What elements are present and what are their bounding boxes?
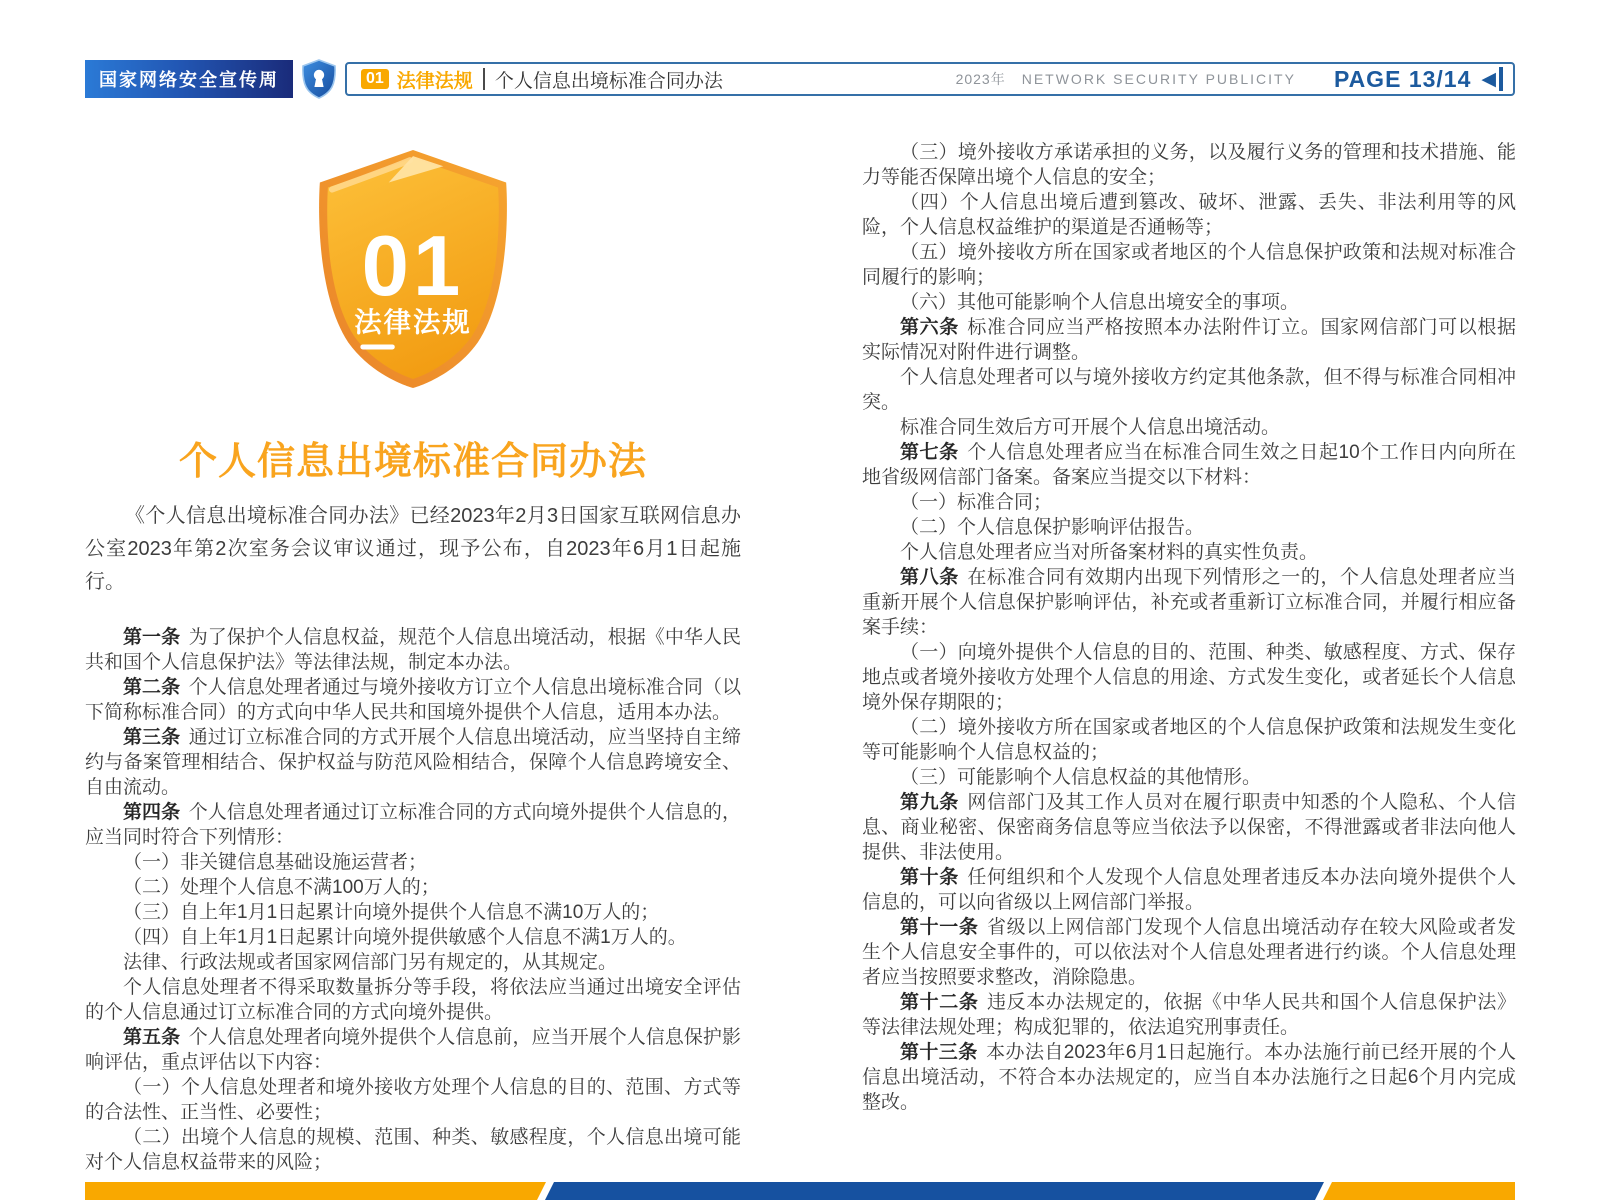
paragraph: [862, 715, 1516, 765]
right-column: [862, 140, 1516, 1115]
paragraph: [862, 365, 1516, 415]
header-subtitle-en: NETWORK SECURITY PUBLICITY: [1021, 71, 1296, 87]
page-label: PAGE: [1333, 65, 1402, 92]
paragraph: [862, 565, 1516, 640]
paragraph: [862, 790, 1516, 865]
paragraph-text: 个人信息处理者应当对所备案材料的真实性负责。: [900, 542, 1319, 563]
paragraph-text: 个人信息处理者通过与境外接收方订立个人信息出境标准合同（以下简称标准合同）的方式向中华人民共和国境外提供个人信息，适用本办法。: [85, 677, 741, 723]
paragraph: [85, 1025, 741, 1075]
paragraph-text: 违反本办法规定的，依据《中华人民共和国个人信息保护法》等法律法规处理；构成犯罪的，依法追究刑事责任。: [862, 992, 1516, 1038]
header-doc-title: 个人信息出境标准合同办法: [494, 70, 723, 92]
article-title: 个人信息出境标准合同办法: [178, 441, 647, 483]
paragraph: [862, 290, 1516, 315]
paragraph: [85, 850, 741, 875]
header-year: 2023年: [955, 71, 1006, 87]
paragraph-text: （一）向境外提供个人信息的目的、范围、种类、敏感程度、方式、保存地点或者境外接收方处理个人信息的用途、方式发生变化，或者延长个人信息境外保存期限的；: [862, 642, 1516, 713]
paragraph: [862, 240, 1516, 290]
paragraph-text: 标准合同生效后方可开展个人信息出境活动。: [900, 417, 1281, 438]
paragraph-text: （一）非关键信息基础设施运营者；: [123, 852, 428, 873]
section-seal-shield: [311, 147, 515, 390]
paragraph-text: （二）个人信息保护影响评估报告。: [900, 517, 1205, 538]
paragraph-text: 本办法自2023年6月1日起施行。本办法施行前已经开展的个人信息出境活动，不符合本办法规定的，应当自本办法施行之日起6个月内完成整改。: [862, 1042, 1516, 1113]
paragraph: [862, 640, 1516, 715]
paragraph: [85, 625, 741, 675]
footer-stripes: [85, 1182, 1515, 1200]
paragraph: [85, 950, 741, 975]
article-number: 第九条: [900, 792, 959, 813]
seal-dash: [360, 344, 394, 349]
paragraph-text: 省级以上网信部门发现个人信息出境活动存在较大风险或者发生个人信息安全事件的，可以依法对个人信息处理者进行约谈。个人信息处理者应当按照要求整改，消除隐患。: [862, 917, 1516, 988]
paragraph: [85, 725, 741, 800]
paragraph: [85, 900, 741, 925]
paragraph-text: （四）个人信息出境后遭到篡改、破坏、泄露、丢失、非法利用等的风险，个人信息权益维护的渠道是否通畅等；: [862, 192, 1516, 238]
paragraph-text: 在标准合同有效期内出现下列情形之一的，个人信息处理者应当重新开展个人信息保护影响评估，补充或者重新订立标准合同，并履行相应备案手续：: [862, 567, 1516, 638]
article-number: 第十二条: [900, 992, 979, 1013]
paragraph: [862, 540, 1516, 565]
article-intro: 《个人信息出境标准合同办法》已经2023年2月3日国家互联网信息办公室2023年第2次室务会议审议通过，现予公布，自2023年6月1日起施行。: [85, 505, 741, 593]
paragraph-text: 个人信息处理者通过订立标准合同的方式向境外提供个人信息的，应当同时符合下列情形：: [85, 802, 741, 848]
paragraph: [85, 800, 741, 850]
paragraph-text: 网信部门及其工作人员对在履行职责中知悉的个人隐私、个人信息、商业秘密、保密商务信息等应当依法予以保密，不得泄露或者非法向他人提供、非法使用。: [862, 792, 1516, 863]
section-number-badge: 01: [361, 69, 389, 89]
seal-label: 法律法规: [354, 306, 472, 338]
article-number: 第六条: [900, 317, 959, 338]
paragraph-text: （二）处理个人信息不满100万人的；: [123, 877, 440, 898]
page-indicator: [1334, 66, 1471, 93]
article-number: 第五条: [123, 1027, 181, 1048]
paragraph-text: （六）其他可能影响个人信息出境安全的事项。: [900, 292, 1300, 313]
section-label: 法律法规: [396, 70, 473, 92]
article-number: 第十条: [900, 867, 959, 888]
paragraph-text: （一）标准合同；: [900, 492, 1053, 513]
paragraph-text: 标准合同应当严格按照本办法附件订立。国家网信部门可以根据实际情况对附件进行调整。: [862, 317, 1516, 363]
paragraph-text: （五）境外接收方所在国家或者地区的个人信息保护政策和法规对标准合同履行的影响；: [862, 242, 1516, 288]
prev-page-triangle-icon: ◀: [1481, 68, 1496, 90]
paragraph-text: 个人信息处理者可以与境外接收方约定其他条款，但不得与标准合同相冲突。: [862, 367, 1516, 413]
paragraph-text: 个人信息处理者向境外提供个人信息前，应当开展个人信息保护影响评估，重点评估以下内容：: [85, 1027, 741, 1073]
article-number: 第十三条: [900, 1042, 978, 1063]
paragraph: [862, 515, 1516, 540]
paragraph: [862, 315, 1516, 365]
article-number: 第八条: [900, 567, 959, 588]
article-number: 第三条: [123, 727, 181, 748]
article-number: 第十一条: [900, 917, 979, 938]
paragraph: [862, 440, 1516, 490]
paragraph-text: 为了保护个人信息权益，规范个人信息出境活动，根据《中华人民共和国个人信息保护法》等法律法规，制定本办法。: [85, 627, 741, 673]
paragraph: [862, 1040, 1516, 1115]
page-number: 13/14: [1408, 65, 1472, 92]
paragraph-text: 个人信息处理者不得采取数量拆分等手段，将依法应当通过出境安全评估的个人信息通过订立标准合同的方式向境外提供。: [85, 977, 741, 1023]
left-column: [85, 0, 741, 1175]
paragraph: [85, 875, 741, 900]
paragraph: [862, 915, 1516, 990]
paragraph-text: （二）境外接收方所在国家或者地区的个人信息保护政策和法规发生变化等可能影响个人信息权益的；: [862, 717, 1516, 763]
article-number: 第四条: [123, 802, 181, 823]
paragraph-text: （二）出境个人信息的规模、范围、种类、敏感程度，个人信息出境可能对个人信息权益带来的风险；: [85, 1127, 741, 1173]
paragraph: [862, 190, 1516, 240]
paragraph-text: （三）可能影响个人信息权益的其他情形。: [900, 767, 1262, 788]
paragraph-text: 任何组织和个人发现个人信息处理者违反本办法向境外提供个人信息的，可以向省级以上网信部门举报。: [862, 867, 1516, 913]
paragraph: [862, 990, 1516, 1040]
paragraph: [85, 1075, 741, 1125]
brand-banner: 国家网络安全宣传周: [85, 60, 293, 98]
paragraph: [862, 415, 1516, 440]
seal-number: 01: [361, 218, 465, 314]
paragraph: [85, 1125, 741, 1175]
paragraph: [862, 765, 1516, 790]
right-paragraphs: [862, 140, 1516, 1115]
paragraph-text: 法律、行政法规或者国家网信部门另有规定的，从其规定。: [123, 952, 618, 973]
article-number: 第一条: [123, 627, 181, 648]
article-number: 第二条: [123, 677, 181, 698]
paragraph: [862, 140, 1516, 190]
nav-end-bar: [1499, 67, 1503, 91]
paragraph: [862, 490, 1516, 515]
paragraph-text: （三）境外接收方承诺承担的义务，以及履行义务的管理和技术措施、能力等能否保障出境个人信息的安全；: [862, 142, 1516, 188]
paragraph: [85, 675, 741, 725]
paragraph-text: （三）自上年1月1日起累计向境外提供个人信息不满10万人的；: [123, 902, 660, 923]
paragraph-text: 个人信息处理者应当在标准合同生效之日起10个工作日内向所在地省级网信部门备案。备案应当提交以下材料：: [862, 442, 1516, 488]
paragraph-text: 通过订立标准合同的方式开展个人信息出境活动，应当坚持自主缔约与备案管理相结合、保护权益与防范风险相结合，保障个人信息跨境安全、自由流动。: [85, 727, 741, 798]
article-number: 第七条: [900, 442, 959, 463]
left-paragraphs: [85, 625, 741, 1175]
paragraph: [85, 925, 741, 950]
paragraph-text: （一）个人信息处理者和境外接收方处理个人信息的目的、范围、方式等的合法性、正当性、必要性；: [85, 1077, 741, 1123]
paragraph-text: （四）自上年1月1日起累计向境外提供敏感个人信息不满1万人的。: [123, 927, 687, 948]
paragraph: [862, 865, 1516, 915]
paragraph: [85, 975, 741, 1025]
